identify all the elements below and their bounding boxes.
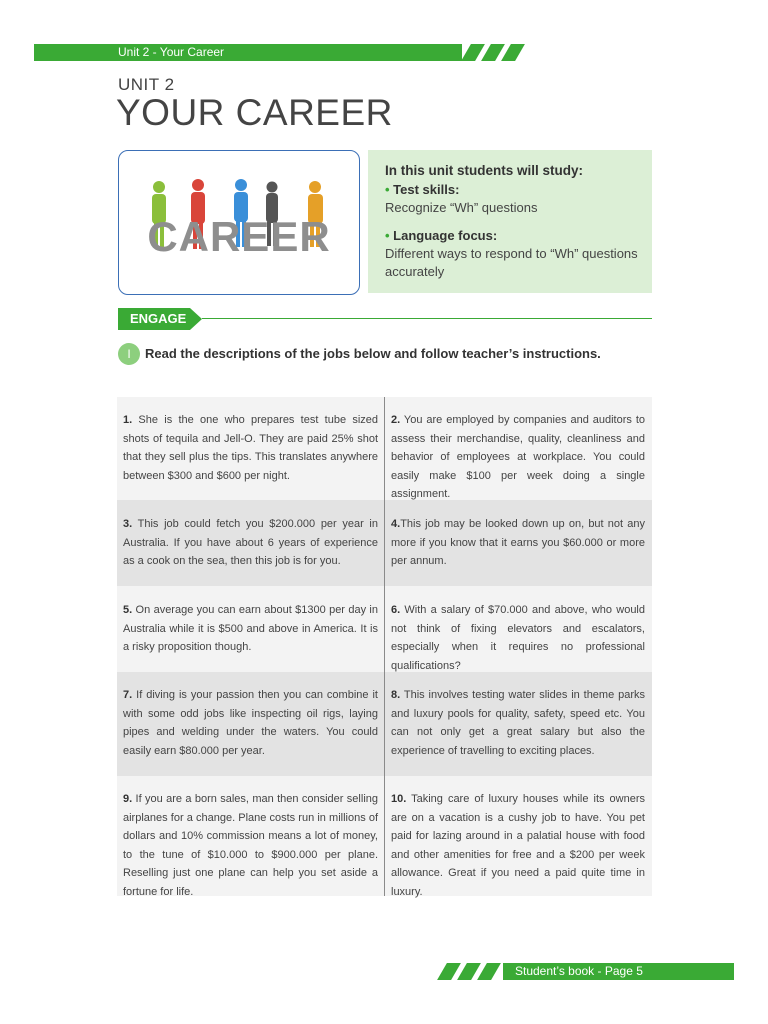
header-stripe (501, 44, 525, 61)
study-title: In this unit students will study: (385, 163, 583, 178)
bullet-icon: • (385, 182, 394, 197)
bullet-icon: • (385, 228, 394, 243)
table-cell: 10. Taking care of luxury houses while its owners are on a vacation is a cushy job to have. You pet paid for lazing around in a palatial house with food and other amenities for free and a $200 per week allowance. Great if you need a paid quite time in luxury. (384, 776, 651, 896)
engage-divider (202, 318, 652, 319)
running-title: Unit 2 - Your Career (118, 45, 225, 59)
table-cell: 8. This involves testing water slides in theme parks and luxury pools for quality, safety, speed etc. You can not only get a great salary but also the experience of travelling to exciting places. (384, 672, 651, 776)
table-row (117, 586, 652, 672)
table-cell: 4.This job may be looked down up on, but not any more if you know that it earns you $60.000 or more per annum. (384, 500, 651, 586)
footer-bar (503, 963, 734, 980)
table-cell: 9. If you are a born sales, man then consider selling airplanes for a change. Plane costs run in millions of dollars and 10% commission means a lot of money, to the tune of $10.000 to $900.000 per plane. Reselling just one plane can help you set aside a fortune for life. (123, 793, 378, 898)
jobs-table (117, 397, 652, 896)
table-cell: 3. This job could fetch you $200.000 per year in Australia. If you have about 6 years of experience as a cook on the sea, then this job is for you. (123, 518, 378, 567)
study-text: Recognize “Wh” questions (385, 200, 538, 215)
unit-title: YOUR CAREER (116, 92, 393, 133)
table-cell: 7. If diving is your passion then you can combine it with some odd jobs like inspecting oil rigs, laying pipes and welding under the waters. You could easily earn $80.000 per year. (123, 689, 378, 757)
career-illustration (118, 150, 360, 295)
table-row (117, 500, 652, 586)
table-row (117, 397, 652, 500)
unit-label: UNIT 2 (118, 75, 175, 94)
table-row (117, 672, 652, 776)
table-cell: 2. You are employed by companies and auditors to assess their merchandise, quality, cleanliness and behavior of employees at workplace. You could easily make $100 per week doing a single assignment. (384, 397, 651, 500)
header-bar (34, 44, 462, 61)
table-row (117, 776, 652, 896)
footer-stripe (477, 963, 501, 980)
study-box (368, 150, 652, 293)
study-heading: • Language focus: (385, 228, 498, 243)
table-cell: 1. She is the one who prepares test tube sized shots of tequila and Jell-O. They are paid 25% shot that they sell plus the tips. This translates anywhere between $300 and $600 per night. (123, 414, 378, 482)
instruction-number: I (118, 343, 140, 365)
study-text: Different ways to respond to “Wh” questions accurately (385, 246, 638, 279)
engage-arrow-icon (190, 308, 202, 330)
engage-label: ENGAGE (118, 308, 190, 330)
table-cell: 5. On average you can earn about $1300 per day in Australia while it is $500 and above in America. It is a risky proposition though. (123, 604, 378, 653)
instruction-text: Read the descriptions of the jobs below and follow teacher’s instructions. (145, 346, 601, 361)
page-label: Student’s book - Page 5 (515, 964, 643, 978)
table-cell: 6. With a salary of $70.000 and above, who would not think of fixing elevators and escalators, especially when it requires no professional qualifications? (384, 586, 651, 672)
career-word: CAREER (147, 213, 331, 260)
study-heading: • Test skills: (385, 182, 460, 197)
